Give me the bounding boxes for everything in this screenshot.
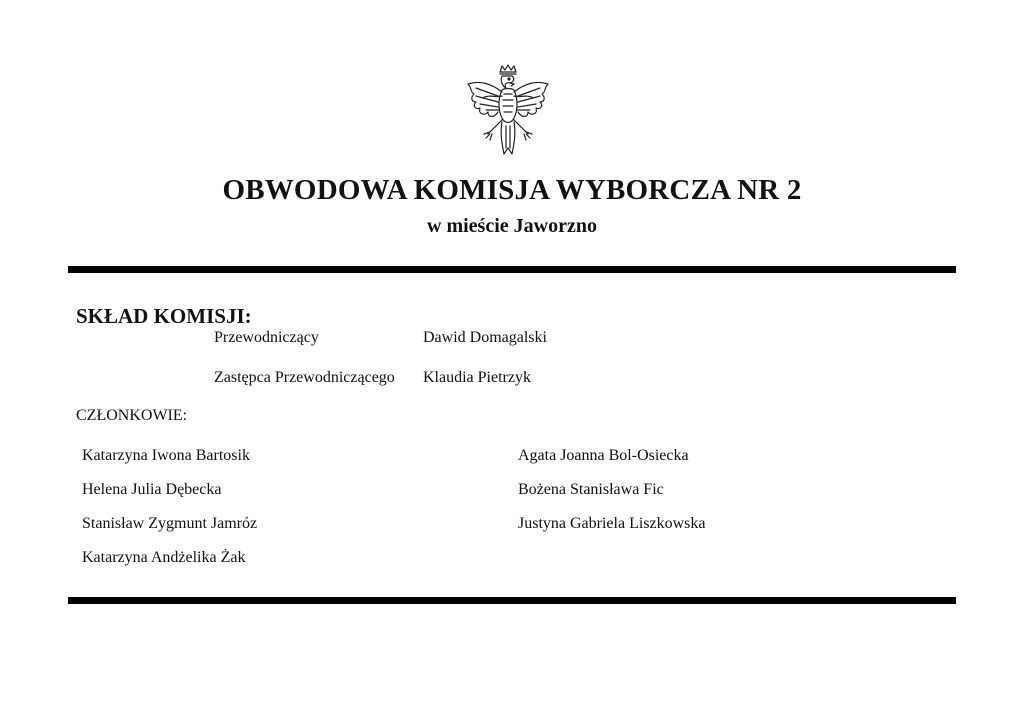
document-title: OBWODOWA KOMISJA WYBORCZA NR 2 — [222, 174, 802, 206]
document-subtitle: w mieście Jaworzno — [427, 215, 597, 237]
officer-role-chair: Przewodniczący — [214, 329, 319, 346]
officer-name-chair: Dawid Domagalski — [423, 329, 547, 346]
member-name: Justyna Gabriela Liszkowska — [518, 515, 706, 532]
composition-heading: SKŁAD KOMISJI: — [76, 304, 252, 328]
members-label: CZŁONKOWIE: — [76, 407, 188, 424]
member-name: Katarzyna Andżelika Żak — [82, 549, 246, 566]
member-name: Katarzyna Iwona Bartosik — [82, 447, 250, 464]
bottom-divider — [68, 597, 956, 604]
member-name: Agata Joanna Bol-Osiecka — [518, 447, 689, 464]
officer-role-deputy: Zastępca Przewodniczącego — [214, 369, 395, 386]
polish-eagle-emblem-icon — [462, 64, 554, 158]
member-name: Bożena Stanisława Fic — [518, 481, 664, 498]
top-divider — [68, 266, 956, 273]
member-name: Stanisław Zygmunt Jamróz — [82, 515, 258, 532]
officer-name-deputy: Klaudia Pietrzyk — [423, 369, 531, 386]
member-name: Helena Julia Dębecka — [82, 481, 222, 498]
